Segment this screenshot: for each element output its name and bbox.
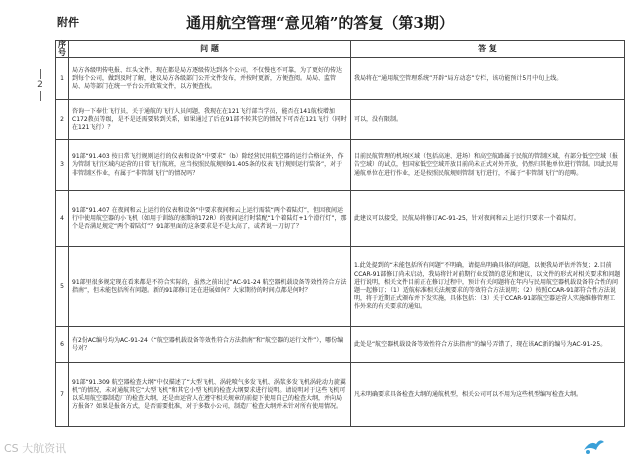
page-mark-dash-top [40, 69, 41, 79]
answer-cell: 凡未明确要求具备检查大纲的通航机型，相关公司可以不用为这些机型编写检查大纲。 [351, 363, 625, 427]
document-title: 通用航空管理“意见箱”的答复（第3期） [186, 14, 454, 32]
page-number-mark [34, 68, 46, 102]
row-number: 5 [56, 247, 69, 327]
watermark-logo-icon [582, 436, 606, 456]
question-cell: 局方各级明传电报、红头文件，现在都是局方逐级传达到各个公司，不仅慢也不可靠，为了更好的传达到每个公司，做到及时了解，建议局方各级部门公开文件发布，并按时更新，方便查阅。局局、监管局、局等部门在统一平台公开政策文件，以方便查找。 [69, 58, 351, 100]
question-cell: 91部“91.407 在夜间和云上运行的仪表和设备”中要求夜间和云上运行需装“两个着陆灯”，但因夜间运行中使用航空器的小飞机（如用于训练的塞斯纳172R）的夜间运行时装配“1个着陆灯+1个滑行灯”，那个是否满足规定“两个着陆灯”？91部里面的这条要求是不是太高了，或者说一刀切了？ [69, 191, 351, 247]
answer-cell: 我局将在“通用航空管理系统”开辟“局方动态”专栏，该功能预计5月中旬上线。 [351, 58, 625, 100]
header-answer: 答 复 [351, 41, 625, 58]
table-row [56, 191, 625, 247]
answer-cell: 1.此处提到的“未能包括所有问题”不明确，请提出明确具体的问题，以便我局评估并答复；2.目前CCAR-91部修订尚未启动，我局将针对前期行业反馈的意见和建议，以文件的形式对相关要求和问题进行说明，相关文件目前正在修订过程中，预计有关问题将在年内与民用航空器机载设备符合性的问题一起修订；（1）适航标准相关法规要求的等效符合方法说明；（2）按照CCAR-91部符合性方法说明，将于近期正式颁布并下发实施，具体包括：（3）关于CCAR-91部航空器运营人实施维修管理工作外来的有关要求的通知。 [351, 247, 625, 327]
question-cell: 91部“91.403 按日常飞行规则运行的仪表和设备”中要求”（b）除经营民用航空器的运行合格证外，作为管制飞行区域内运营的日常飞行航班，应当按照民航规则91.405条的仪表飞行规则运行装备”，对于非管制区作业，有属于“非管制飞行”的情况吗？ [69, 140, 351, 191]
answer-cell: 目前民航管理的机场区域（包括高速、进场）和高空航路属于民航的管制区域，有部分低空空域（报告空域）的试点，但国家低空空域开放目前尚未正式对外开放，仍然归其他单位进行管制。因此民用通航单位在进行作业，还是按照民航规则管制飞行进行，不属于“非管制飞行”的范畴。 [351, 140, 625, 191]
row-number: 1 [56, 58, 69, 100]
row-number: 6 [56, 327, 69, 363]
header-question: 问 题 [69, 41, 351, 58]
table-row [56, 58, 625, 100]
row-number: 4 [56, 191, 69, 247]
question-cell: 有2份AC编号均为AC-91-24（“航空器机载设备等效性符合方法指南”和“航空器的运行文件”），哪份编号对？ [69, 327, 351, 363]
row-number: 3 [56, 140, 69, 191]
qa-table [55, 40, 625, 427]
table-row [56, 100, 625, 140]
question-cell: 咨询一下奉仕飞行员，关于通航的飞行人员问题，我现在在121飞行部当学员，能否在141航校增加C172教员等级，是不是还需要转到关系，如果通过了后在91部不转其它的情况下可否在121飞行（同时在121飞行）？ [69, 100, 351, 140]
table-row [56, 140, 625, 191]
row-number: 2 [56, 100, 69, 140]
answer-cell: 此建议可以接受，民航局将修订AC-91-25，针对夜间和云上运行只要求一个着陆灯。 [351, 191, 625, 247]
table-row [56, 327, 625, 363]
question-cell: 91部“91.309 航空器检查大纲”中仅描述了“大型飞机、涡轮喷气多发飞机、涡浆多发飞机涡轮动力旋翼机”的情况，未对通航其它“大型飞机”和其它小型飞机的检查大纲要求进行说明。请说明对于这些飞机可以采用航空器制造厂的检查大纲，还是由运营人在遵守相关规章的前提下使用自己的检查大纲，并向局方报备？如果是报备方式，是否需要批准，对于多数小公司，制造厂检查大纲并未针对所有使用情况。 [69, 363, 351, 427]
table-header-row [56, 41, 625, 58]
page-number: 2 [37, 80, 43, 90]
row-number: 7 [56, 363, 69, 427]
table-row [56, 363, 625, 427]
answer-cell: 可以，没有限制。 [351, 100, 625, 140]
question-cell: 91部里很多规定现在看来都是不符合实际的，虽然之前出过“AC-91-24 航空器机载设备等效性符合方法指南”，但未能包括所有问题。新的91部修订还在进展如何？大家期待的时间点都是何时？ [69, 247, 351, 327]
header-no: 序号 [56, 41, 69, 58]
answer-cell: 此处是“航空器机载设备等效性符合方法指南”的编号弄错了，现在该AC新的编号为AC-91-25。 [351, 327, 625, 363]
watermark-text: CS 大航资讯 [4, 442, 67, 455]
page-mark-dash-bottom [40, 91, 41, 101]
table-row [56, 247, 625, 327]
attachment-label: 附件 [57, 16, 79, 29]
